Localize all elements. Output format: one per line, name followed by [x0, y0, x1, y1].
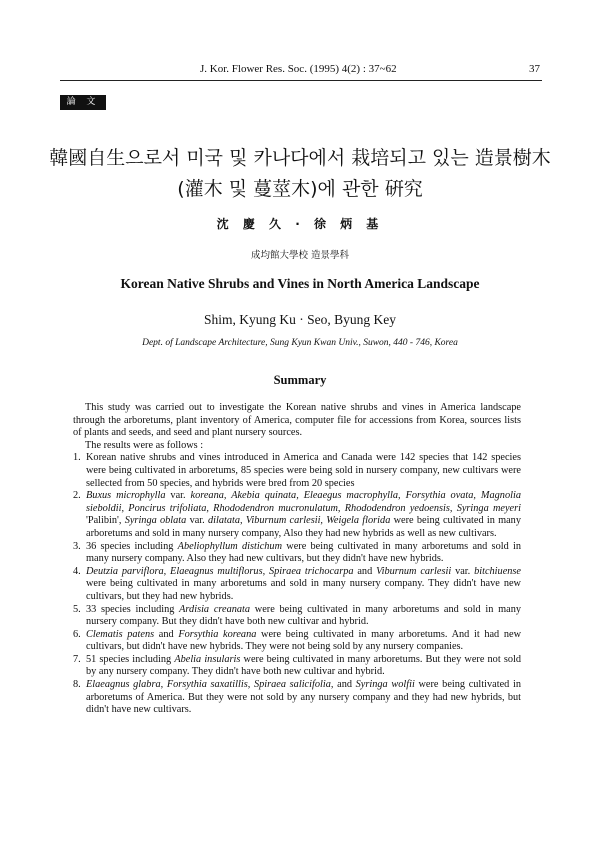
species-name: bitchiuense: [474, 565, 521, 577]
results-lead: The results were as follows :: [85, 439, 204, 451]
result-text: and: [353, 565, 377, 577]
result-item: [73, 679, 521, 717]
result-item: [73, 541, 521, 566]
korean-affiliation: 成均館大學校 造景學科: [250, 250, 350, 261]
species-name: Buxus microphylla: [86, 490, 166, 502]
result-text: var.: [451, 565, 475, 577]
english-title: Korean Native Shrubs and Vines in North America Landscape: [120, 276, 480, 291]
result-number: 8.: [73, 679, 81, 691]
result-text: were being cultivated in many arboretums. And it had new cultivars, but didn't have new hybrids. They were not being sold by any nursery companies.: [86, 628, 522, 653]
result-text: 51 species including: [86, 653, 175, 665]
species-name: Elaeagnus glabra, Forsythia saxatillis, Spiraea salicifolia,: [86, 679, 334, 691]
result-text: were being cultivated in many arboretums and sold in many nursery company, Also they had new hybrids as well as new cultivars.: [86, 515, 521, 539]
result-text: var.: [186, 515, 208, 527]
result-text: Korean native shrubs and vines introduced in America and Canada were 142 species that 142 species were being cultivated in arboretums, 85 species were being sold in nursery company, new cultivars were sellected from 50 species, and hybrids were bred from 20 species: [86, 452, 521, 489]
result-item: [73, 452, 521, 490]
species-name: Syringa oblata: [124, 515, 187, 527]
result-text: and: [154, 628, 179, 640]
result-item: [73, 566, 521, 604]
result-text: and: [333, 679, 356, 691]
korean-title: [0, 143, 600, 205]
result-text: were being cultivated in many arboretums. But they were not sold by any nursery company. They didn't have both new cultivar and hybrid.: [86, 653, 521, 678]
korean-authors: 沈 慶 久 · 徐 炳 基: [216, 217, 384, 231]
species-name: Deutzia parviflora, Elaeagnus multiflorus, Spiraea trichocarpa: [86, 565, 354, 577]
result-number: 5.: [73, 603, 81, 615]
results-list: [73, 452, 521, 716]
result-number: 4.: [73, 565, 81, 577]
species-name: dilatata, Viburnum carlesii, Weigela florida: [208, 515, 391, 527]
result-item: [73, 490, 521, 540]
result-text: were being cultivated in many arboretums and sold in many nursery company. But they didn't have both new cultivar and hybrid.: [86, 603, 521, 628]
species-name: Abelia insularis: [174, 653, 241, 665]
species-name: Ardisia creanata: [179, 603, 251, 615]
korean-title-line-1: 韓國自生으로서 미국 및 카나다에서 栽培되고 있는 造景樹木: [49, 147, 551, 169]
result-number: 1.: [73, 452, 81, 464]
result-text: were being cultivated in many arboretums and sold in many nursery company. Also they had new cultivars, but they didn't have new hybrids.: [86, 540, 521, 565]
result-text: 36 species including: [86, 540, 178, 552]
journal-citation: J. Kor. Flower Res. Soc. (1995) 4(2) : 37~62: [200, 63, 397, 75]
species-name: koreana, Akebia quinata, Eleaegus macrophylla, Forsythia ovata, Magnolia sieboldii, Poncirus trifoliata, Rhododendron mucronulatum, Rhododendron yedoensis, Syringa meyeri: [86, 490, 521, 514]
result-item: [73, 654, 521, 679]
result-number: 7.: [73, 653, 81, 665]
article-type-tag: 論 文: [60, 95, 106, 110]
result-item: [73, 604, 521, 629]
page-number: 37: [529, 63, 540, 75]
result-text: 'Palibin',: [86, 515, 125, 527]
result-number: 2.: [73, 490, 81, 502]
result-number: 6.: [73, 628, 81, 640]
result-number: 3.: [73, 540, 81, 552]
summary-body: [73, 402, 521, 717]
english-authors: Shim, Kyung Ku · Seo, Byung Key: [204, 312, 396, 327]
species-name: Abeliophyllum distichum: [177, 540, 283, 552]
species-name: Clematis patens: [86, 628, 155, 640]
english-affiliation: Dept. of Landscape Architecture, Sung Kyun Kwan Univ., Suwon, 440 - 746, Korea: [142, 338, 458, 348]
result-item: [73, 629, 521, 654]
result-text: were being cultivated in many arboretums and sold in many nursery company. They didn't have new cultivars, but they had new hybrids.: [86, 578, 521, 602]
result-text: were being cultivated in arboretums of America. But they were not sold by any nursery company and they had new hybrids, but didn't have new cultivars.: [86, 679, 521, 716]
summary-intro: This study was carried out to investigate the Korean native shrubs and vines in America landscape through the arboretums, plant inventory of America, computer file for accessions from Korea, sources lists of plants and seeds, and seed and plant nursery sources.: [73, 402, 521, 439]
species-name: Viburnum carlesii: [376, 565, 452, 577]
species-name: Forsythia koreana: [178, 628, 257, 640]
result-text: var.: [165, 490, 191, 502]
summary-heading: Summary: [273, 373, 327, 387]
korean-title-line-2: (灌木 및 蔓莖木)에 관한 硏究: [177, 178, 423, 200]
species-name: Syringa wolfii: [355, 679, 415, 691]
header-rule: [60, 80, 542, 81]
result-text: 33 species including: [86, 603, 180, 615]
